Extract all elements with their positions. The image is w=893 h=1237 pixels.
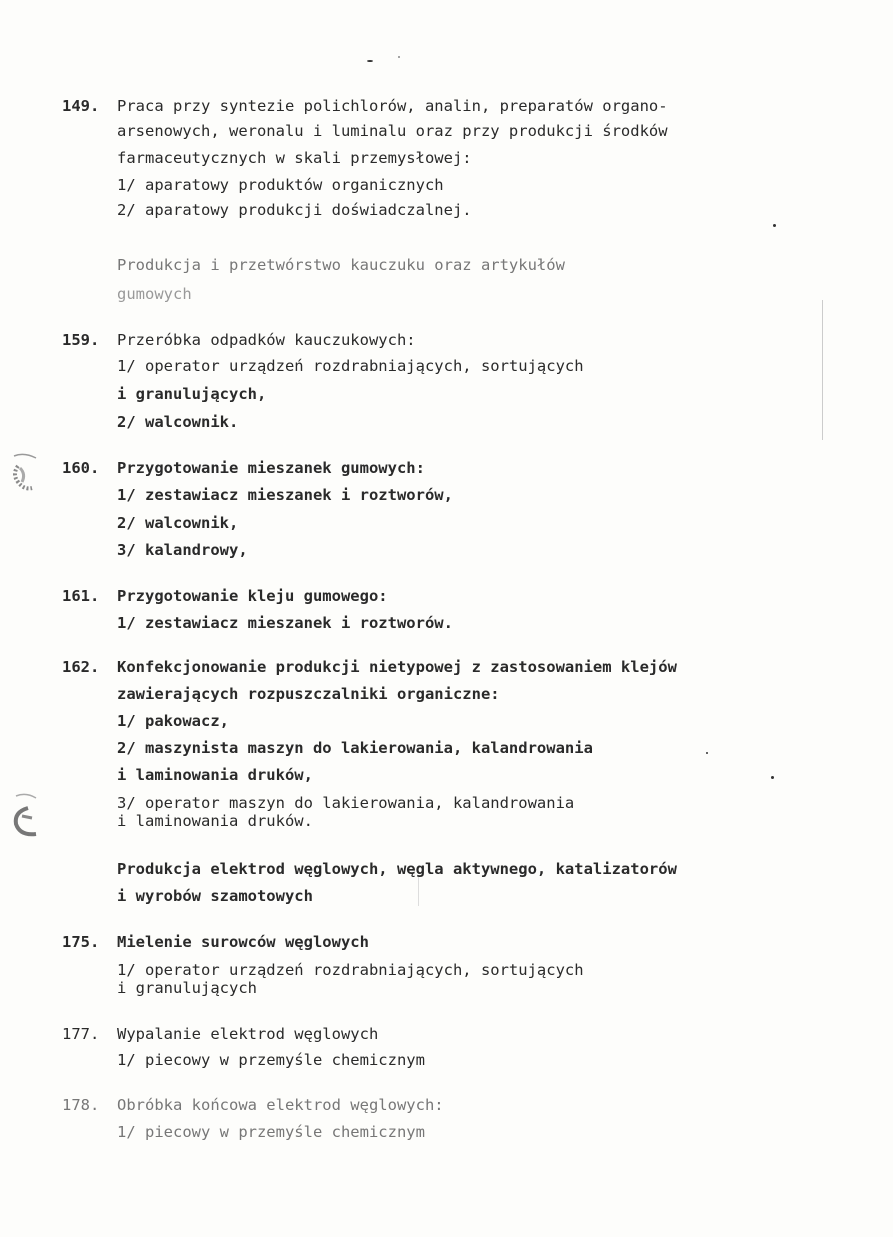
section-number: 160. <box>62 459 100 477</box>
section-title-line: zawierających rozpuszczalniki organiczne: <box>117 685 500 703</box>
section-title-line: farmaceutycznych w skali przemysłowej: <box>117 149 472 167</box>
section-number: 159. <box>62 331 100 349</box>
section-item: 3/ operator maszyn do lakierowania, kalandrowania <box>117 794 575 812</box>
section-number: 161. <box>62 587 100 605</box>
section-item: 3/ kalandrowy, <box>117 541 248 559</box>
section-number: 175. <box>62 933 100 951</box>
section-title-line: Mielenie surowców węglowych <box>117 933 369 951</box>
section-item: 2/ walcownik. <box>117 413 239 431</box>
margin-speck <box>773 224 776 227</box>
section-item: 1/ zestawiacz mieszanek i roztworów. <box>117 614 453 632</box>
section-title-line: Przygotowanie mieszanek gumowych: <box>117 459 425 477</box>
chapter-heading-line: i wyrobów szamotowych <box>117 887 313 905</box>
top-speck <box>367 60 373 62</box>
section-item: i granulujących <box>117 979 257 997</box>
section-number: 178. <box>62 1096 100 1114</box>
section-number: 149. <box>62 97 100 115</box>
section-number: 177. <box>62 1025 100 1043</box>
section-item: 1/ piecowy w przemyśle chemicznym <box>117 1123 425 1141</box>
section-title-line: Wypalanie elektrod węglowych <box>117 1025 379 1043</box>
chapter-heading-line: gumowych <box>117 285 192 303</box>
section-title-line: Praca przy syntezie polichlorów, analin, preparatów organo- <box>117 97 668 115</box>
section-item: 2/ walcownik, <box>117 514 239 532</box>
section-title-line: arsenowych, weronalu i luminalu oraz przy produkcji środków <box>117 122 668 140</box>
margin-speck <box>771 776 774 779</box>
fold-line <box>418 876 419 906</box>
section-title-line: Konfekcjonowanie produkcji nietypowej z zastosowaniem klejów <box>117 658 677 676</box>
punch-hole-mark <box>6 790 42 842</box>
top-speck <box>398 56 400 58</box>
section-item: 1/ operator urządzeń rozdrabniających, sortujących <box>117 961 584 979</box>
punch-hole-mark <box>6 452 42 496</box>
section-title-line: Przeróbka odpadków kauczukowych: <box>117 331 416 349</box>
section-item: 1/ aparatowy produktów organicznych <box>117 176 444 194</box>
fold-line <box>822 300 823 440</box>
chapter-heading-line: Produkcja elektrod węglowych, węgla aktywnego, katalizatorów <box>117 860 677 878</box>
section-title-line: Przygotowanie kleju gumowego: <box>117 587 388 605</box>
section-item: 2/ maszynista maszyn do lakierowania, kalandrowania <box>117 739 593 757</box>
section-item: i laminowania druków. <box>117 812 313 830</box>
section-item: i granulujących, <box>117 385 267 403</box>
section-item: 2/ aparatowy produkcji doświadczalnej. <box>117 201 472 219</box>
section-title-line: Obróbka końcowa elektrod węglowych: <box>117 1096 444 1114</box>
section-item: 1/ operator urządzeń rozdrabniających, sortujących <box>117 357 584 375</box>
section-item: 1/ pakowacz, <box>117 712 229 730</box>
section-item: 1/ piecowy w przemyśle chemicznym <box>117 1051 425 1069</box>
margin-speck <box>706 752 708 754</box>
section-item: i laminowania druków, <box>117 766 313 784</box>
section-number: 162. <box>62 658 100 676</box>
section-item: 1/ zestawiacz mieszanek i roztworów, <box>117 486 453 504</box>
chapter-heading-line: Produkcja i przetwórstwo kauczuku oraz artykułów <box>117 256 565 274</box>
